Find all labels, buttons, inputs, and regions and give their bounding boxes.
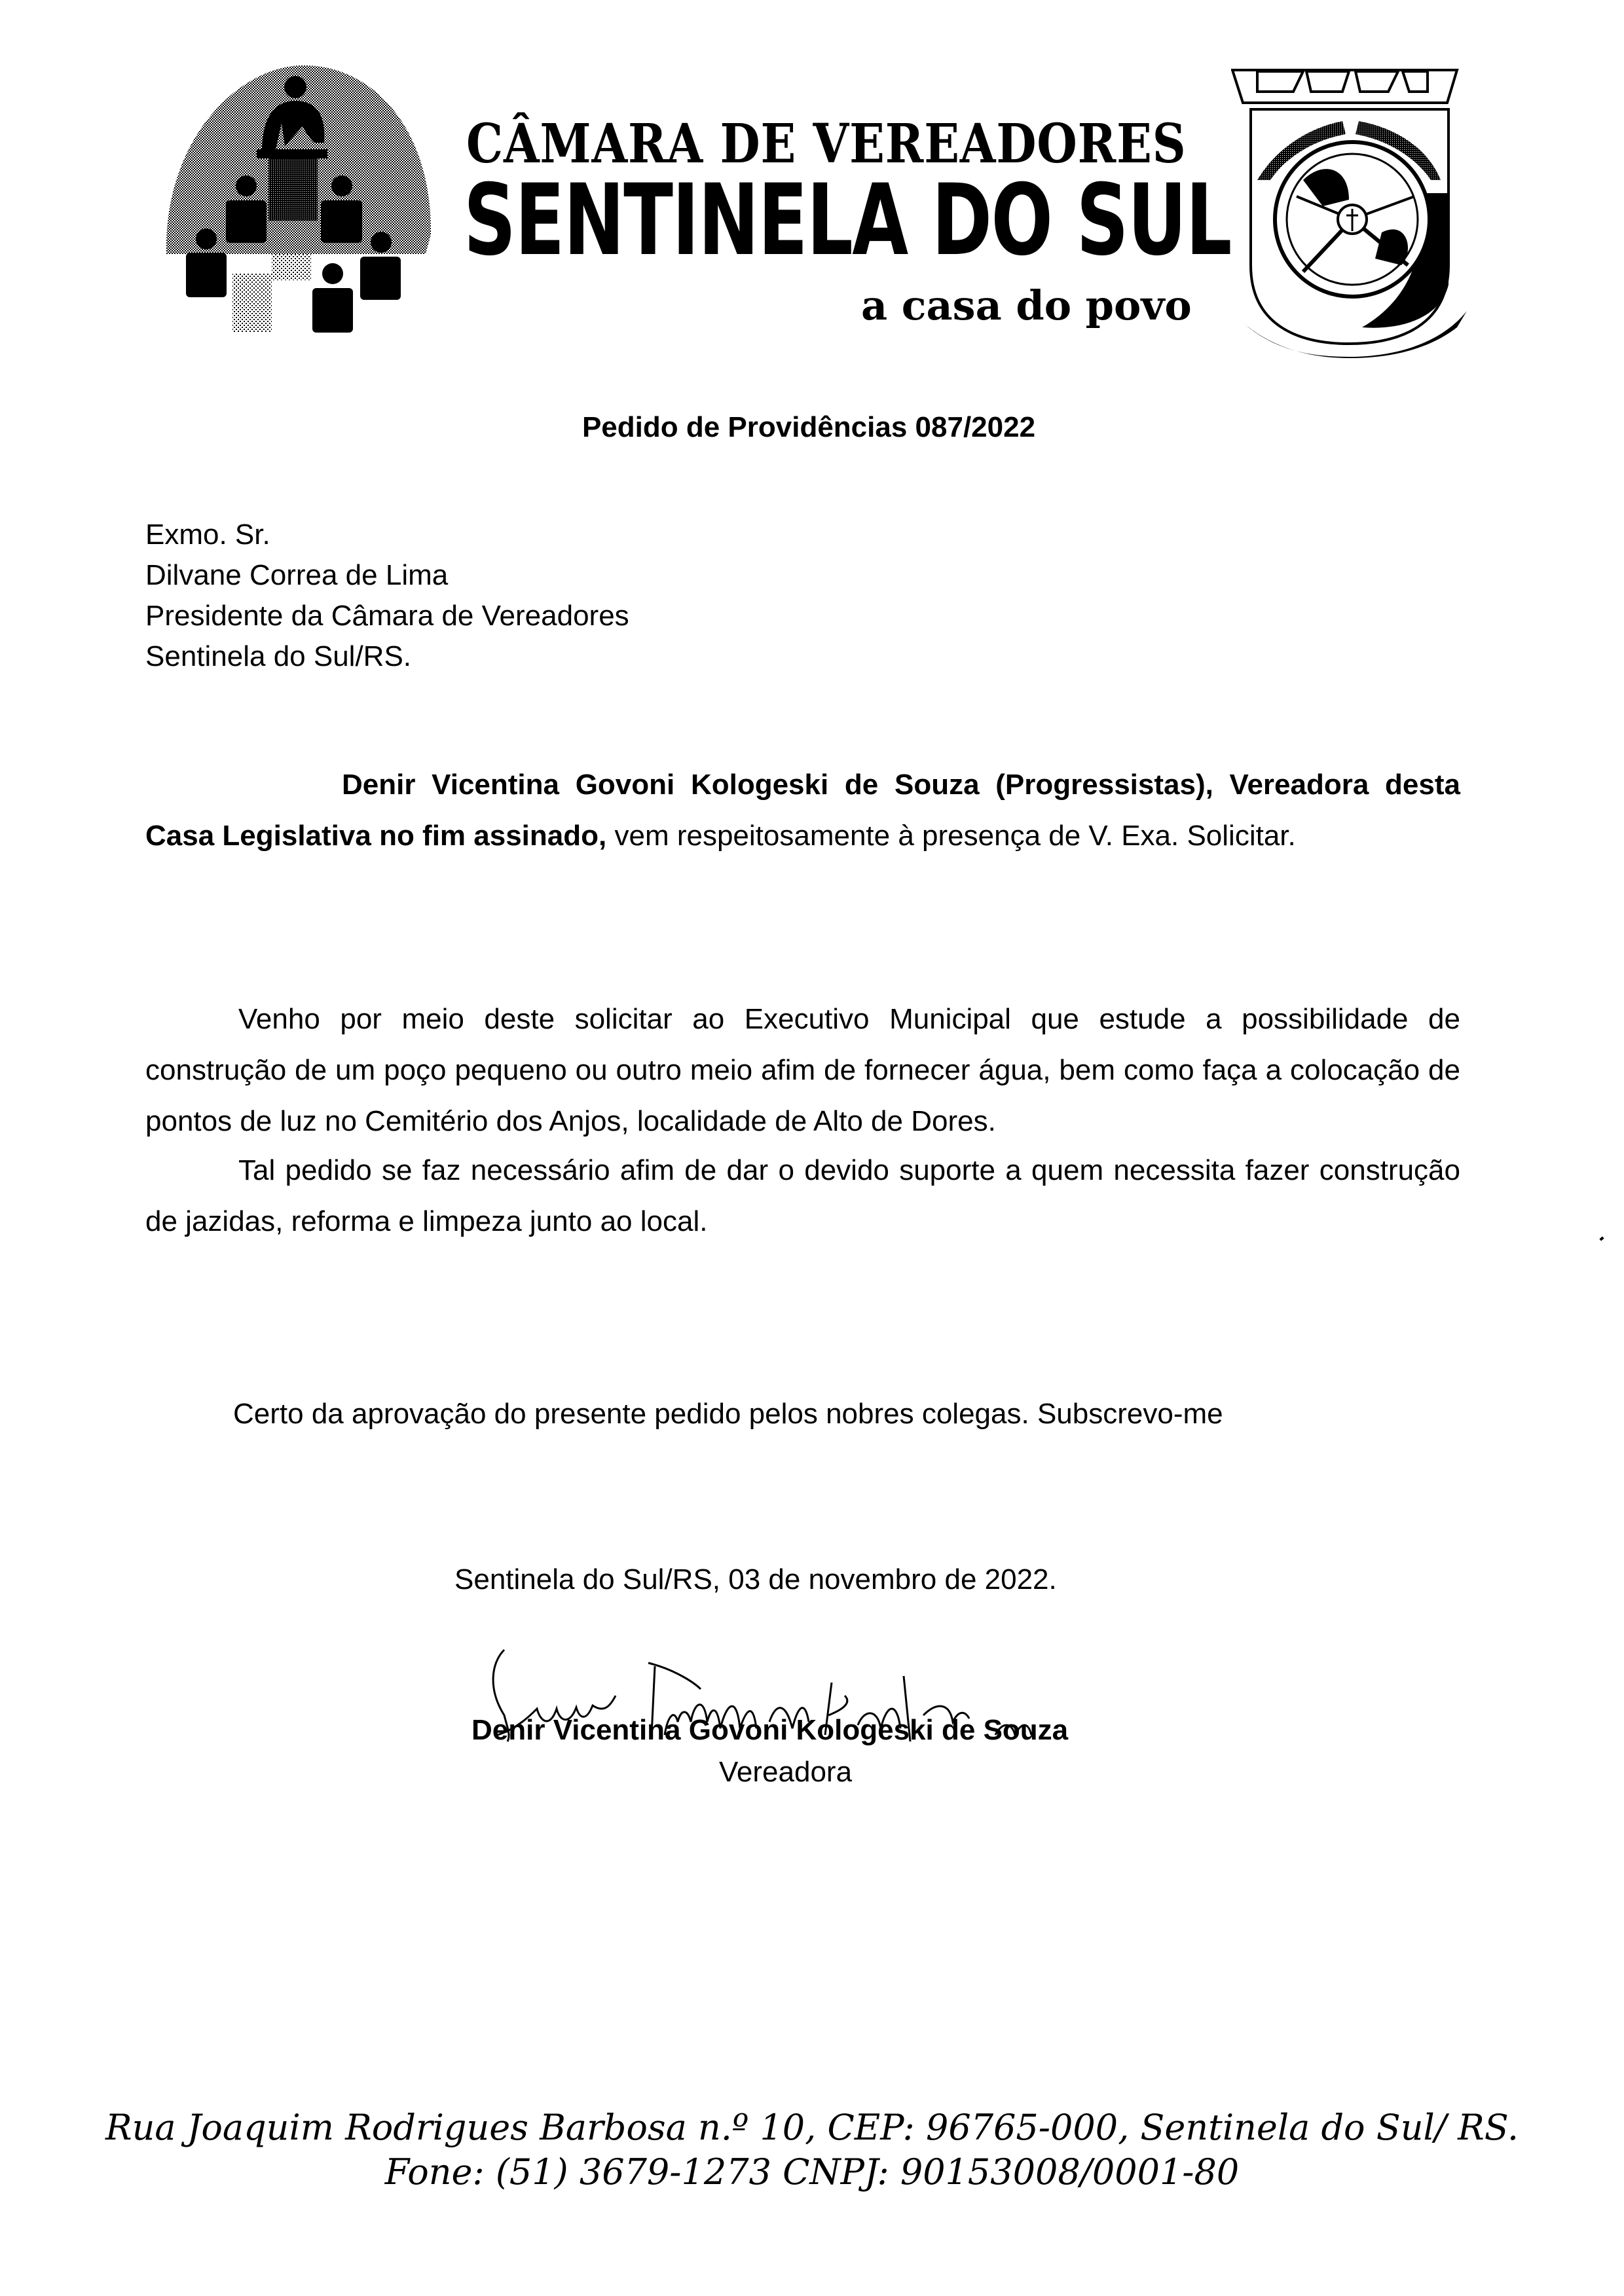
document-title — [0, 411, 1624, 444]
chamber-title: CÂMARA DE VEREADORES — [466, 113, 1187, 175]
signatory-role: Vereadora — [719, 1756, 853, 1788]
request-paragraph: Venho por meio deste solicitar ao Executivo Municipal que estude a possibilidade de construção de um poço pequeno ou outro meio afim de fornecer água, bem como faça a colocação de pontos de luz no Cemitério dos Anjos, localidade de Alto de Dores. — [145, 1003, 1460, 1137]
intro-rest-text: vem respeitosamente à presença de V. Exa. Solicitar. — [606, 820, 1296, 852]
recipient-location: Sentinela do Sul/RS. — [145, 640, 412, 672]
city-title: SENTINELA DO SUL — [464, 164, 1231, 278]
tagline: a casa do povo — [861, 282, 1192, 329]
document-title-text: Pedido de Providências 087/2022 — [581, 411, 1036, 443]
footer-contact: Fone: (51) 3679-1273 CNPJ: 90153008/0001-80 — [384, 2151, 1240, 2193]
place-date: Sentinela do Sul/RS, 03 de novembro de 2022. — [454, 1563, 1057, 1595]
logo-graphic — [157, 58, 445, 346]
closing-text: Certo da aprovação do presente pedido pelos nobres colegas. Subscrevo-me — [233, 1398, 1223, 1430]
footer-address: Rua Joaquim Rodrigues Barbosa n.º 10, CEP: 96765-000, Sentinela do Sul/ RS. — [105, 2107, 1519, 2148]
author-bold-text: Denir Vicentina Govoni Kologeski de Souza (Progressistas), Vereadora desta Casa Legislativa no fim assinado, — [145, 769, 1460, 852]
seal-graphic — [1231, 69, 1473, 360]
recipient-name: Dilvane Correa de Lima — [145, 559, 449, 591]
justification-paragraph: Tal pedido se faz necessário afim de dar o devido suporte a quem necessita fazer construção de jazidas, reforma e limpeza junto ao local. — [145, 1154, 1460, 1237]
coat-of-arms-icon — [1231, 69, 1473, 360]
signatory-name: Denir Vicentina Govoni Kologeski de Souza — [471, 1714, 1069, 1746]
people-assembly-logo-icon — [157, 58, 445, 346]
recipient-salutation: Exmo. Sr. — [145, 519, 270, 551]
recipient-role: Presidente da Câmara de Vereadores — [145, 600, 629, 632]
intro-paragraph — [145, 759, 1460, 862]
scan-artifact — [1599, 1237, 1604, 1241]
